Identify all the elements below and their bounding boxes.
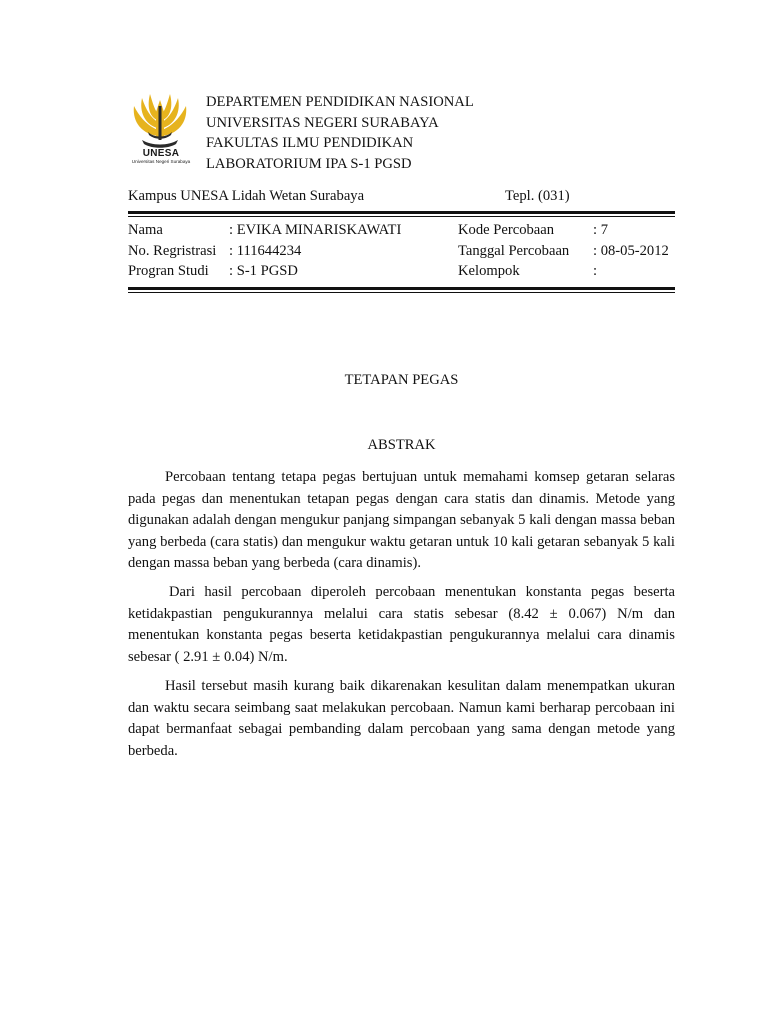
info-value-prodi: : S-1 PGSD	[229, 263, 298, 279]
info-label-prodi: Progran Studi	[128, 263, 209, 279]
logo-caption	[128, 148, 194, 165]
info-value-registrasi: : 111644234	[229, 243, 302, 259]
divider-thick-top	[128, 211, 675, 214]
phone-number: Tepl. (031)	[505, 188, 570, 204]
document-title: TETAPAN PEGAS	[344, 372, 459, 388]
header-line-laboratory: LABORATORIUM IPA S-1 PGSD	[206, 155, 412, 172]
logo-subtitle: Universitas Negeri Surabaya	[131, 159, 191, 164]
info-label-tanggal: Tanggal Percobaan	[458, 243, 570, 259]
divider-thin-top	[128, 216, 675, 217]
info-value-nama: : EVIKA MINARISKAWATI	[229, 222, 402, 238]
header-line-department: DEPARTEMEN PENDIDIKAN NASIONAL	[206, 94, 474, 110]
info-label-nama: Nama	[128, 222, 163, 238]
institution-header	[206, 92, 474, 174]
info-value-tanggal: : 08-05-2012	[593, 243, 669, 259]
section-heading-abstrak: ABSTRAK	[367, 437, 436, 453]
divider-thin-bottom	[128, 292, 675, 293]
info-label-kode: Kode Percobaan	[458, 222, 555, 238]
info-value-kode: : 7	[593, 222, 608, 238]
divider-thick-bottom	[128, 287, 675, 290]
campus-address: Kampus UNESA Lidah Wetan Surabaya	[128, 188, 365, 204]
logo-wordmark: UNESA	[142, 148, 180, 159]
abstract-paragraph-2: Dari hasil percobaan diperoleh percobaan menentukan konstanta pegas beserta ketidakpastian pengukurannya melalui cara statis sebesar (8.42 ± 0.067) N/m dan menentukan konstanta pegas beserta ketidakpastian pengukurannya melalui cara dinamis sebesar ( 2.91 ± 0.04) N/m.	[128, 584, 675, 665]
header-line-faculty: FAKULTAS ILMU PENDIDIKAN	[206, 135, 414, 151]
info-value-kelompok: :	[593, 263, 598, 279]
abstract-paragraph-3: Hasil tersebut masih kurang baik dikarenakan kesulitan dalam menempatkan ukuran dan waktu secara seimbang saat melakukan percobaan. Namun kami berharap percobaan ini dapat bermanfaat sebagai pembanding dalam percobaan yang sama dengan metode yang berbeda.	[128, 678, 675, 759]
info-label-kelompok: Kelompok	[458, 263, 520, 279]
header-line-university: UNIVERSITAS NEGERI SURABAYA	[206, 114, 439, 131]
info-label-registrasi: No. Regristrasi	[128, 243, 217, 259]
abstract-paragraph-1: Percobaan tentang tetapa pegas bertujuan untuk memahami komsep getaran selaras pada pegas dan menentukan tetapan pegas dengan cara statis dan dinamis. Metode yang digunakan adalah dengan mengukur panjang simpangan sebanyak 5 kali dengan massa beban yang berbeda (cara statis) dan mengukur waktu getaran untuk 10 kali getaran sebanyak 5 kali dengan massa beban yang berbeda (cara dinamis).	[128, 469, 675, 571]
